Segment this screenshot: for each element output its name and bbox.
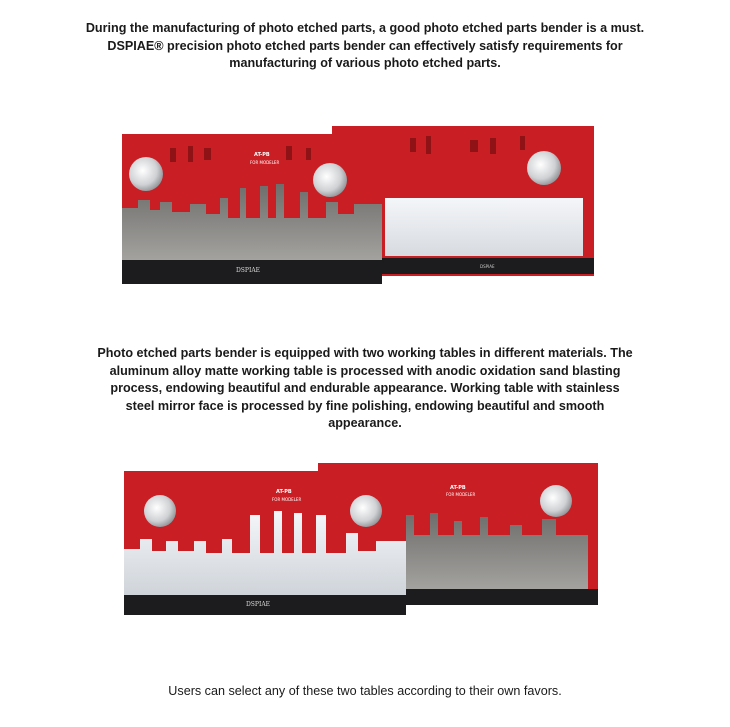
svg-text:AT-PB: AT-PB bbox=[450, 485, 466, 491]
svg-text:DSPIAE: DSPIAE bbox=[480, 264, 495, 269]
svg-text:FOR MODELER: FOR MODELER bbox=[446, 492, 476, 497]
svg-text:FOR MODELER: FOR MODELER bbox=[272, 497, 302, 502]
tables-paragraph: Photo etched parts bender is equipped with two working tables in different materials. The aluminum alloy matte working table is processed with anodic oxidation sand blasting process, endowing beautiful and endurable appearance. Working table with stainless steel mirror face is processed by fine polishing, endowing beautiful and smooth appearance. bbox=[97, 346, 633, 430]
intro-paragraph: During the manufacturing of photo etched parts, a good photo etched parts bender is a must. DSPIAE® precision photo etched parts bender can effectively satisfy requirements for manufacturing of various photo etched parts. bbox=[85, 21, 645, 70]
bender-unit-front bbox=[124, 471, 406, 615]
choice-paragraph: Users can select any of these two tables according to their own favors. bbox=[168, 684, 562, 698]
product-photo-top bbox=[110, 118, 610, 294]
svg-text:FOR MODELER: FOR MODELER bbox=[250, 160, 280, 165]
svg-text:DSPIAE: DSPIAE bbox=[236, 267, 261, 274]
svg-text:DSPIAE: DSPIAE bbox=[246, 601, 271, 608]
svg-text:AT-PB: AT-PB bbox=[276, 489, 292, 495]
svg-text:AT-PB: AT-PB bbox=[254, 152, 270, 158]
bender-unit-front bbox=[122, 134, 382, 284]
product-photo-bottom bbox=[110, 455, 610, 623]
